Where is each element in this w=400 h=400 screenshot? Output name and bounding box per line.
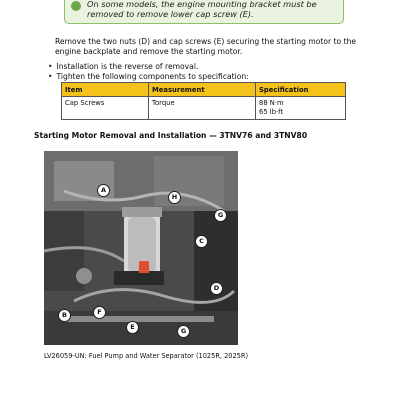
cell-measurement: Torque	[149, 97, 256, 120]
section-heading: Starting Motor Removal and Installation — 3TNV76 and 3TNV80	[34, 131, 308, 140]
note-icon	[71, 1, 81, 11]
callout-b: B	[58, 309, 71, 322]
callout-g-top: G	[214, 209, 227, 222]
table-header-row	[62, 83, 346, 97]
spec-table	[61, 82, 346, 120]
callout-c: C	[195, 235, 208, 248]
callout-a: A	[97, 184, 110, 197]
col-header-specification: Specification	[256, 83, 346, 97]
engine-photo-drawing	[44, 151, 238, 345]
spec-imperial: 65 lb·ft	[259, 108, 284, 116]
callout-f: F	[93, 306, 106, 319]
engine-photo	[44, 151, 238, 345]
bullet-list	[48, 62, 368, 81]
figure-caption: LV26059-UN: Fuel Pump and Water Separator (1025R, 2025R)	[44, 352, 249, 360]
col-header-item: Item	[62, 83, 149, 97]
bullet-item: • Installation is the reverse of removal.	[48, 62, 368, 72]
cell-specification	[256, 97, 346, 120]
cell-item: Cap Screws	[62, 97, 149, 120]
instruction-paragraph: Remove the two nuts (D) and cap screws (E) securing the starting motor to the engine backplate and remove the starting motor.	[55, 37, 357, 56]
table-row	[62, 97, 346, 120]
callout-e: E	[126, 321, 139, 334]
spec-metric: 88 N·m	[259, 99, 284, 107]
note-box	[64, 0, 344, 24]
col-header-measurement: Measurement	[149, 83, 256, 97]
note-text: On some models, the engine mounting bracket must be removed to remove lower cap screw (E).	[87, 0, 317, 19]
bullet-item: • Tighten the following components to specification:	[48, 72, 368, 82]
callout-d: D	[210, 282, 223, 295]
callout-g-bottom: G	[177, 325, 190, 338]
callout-h: H	[168, 191, 181, 204]
